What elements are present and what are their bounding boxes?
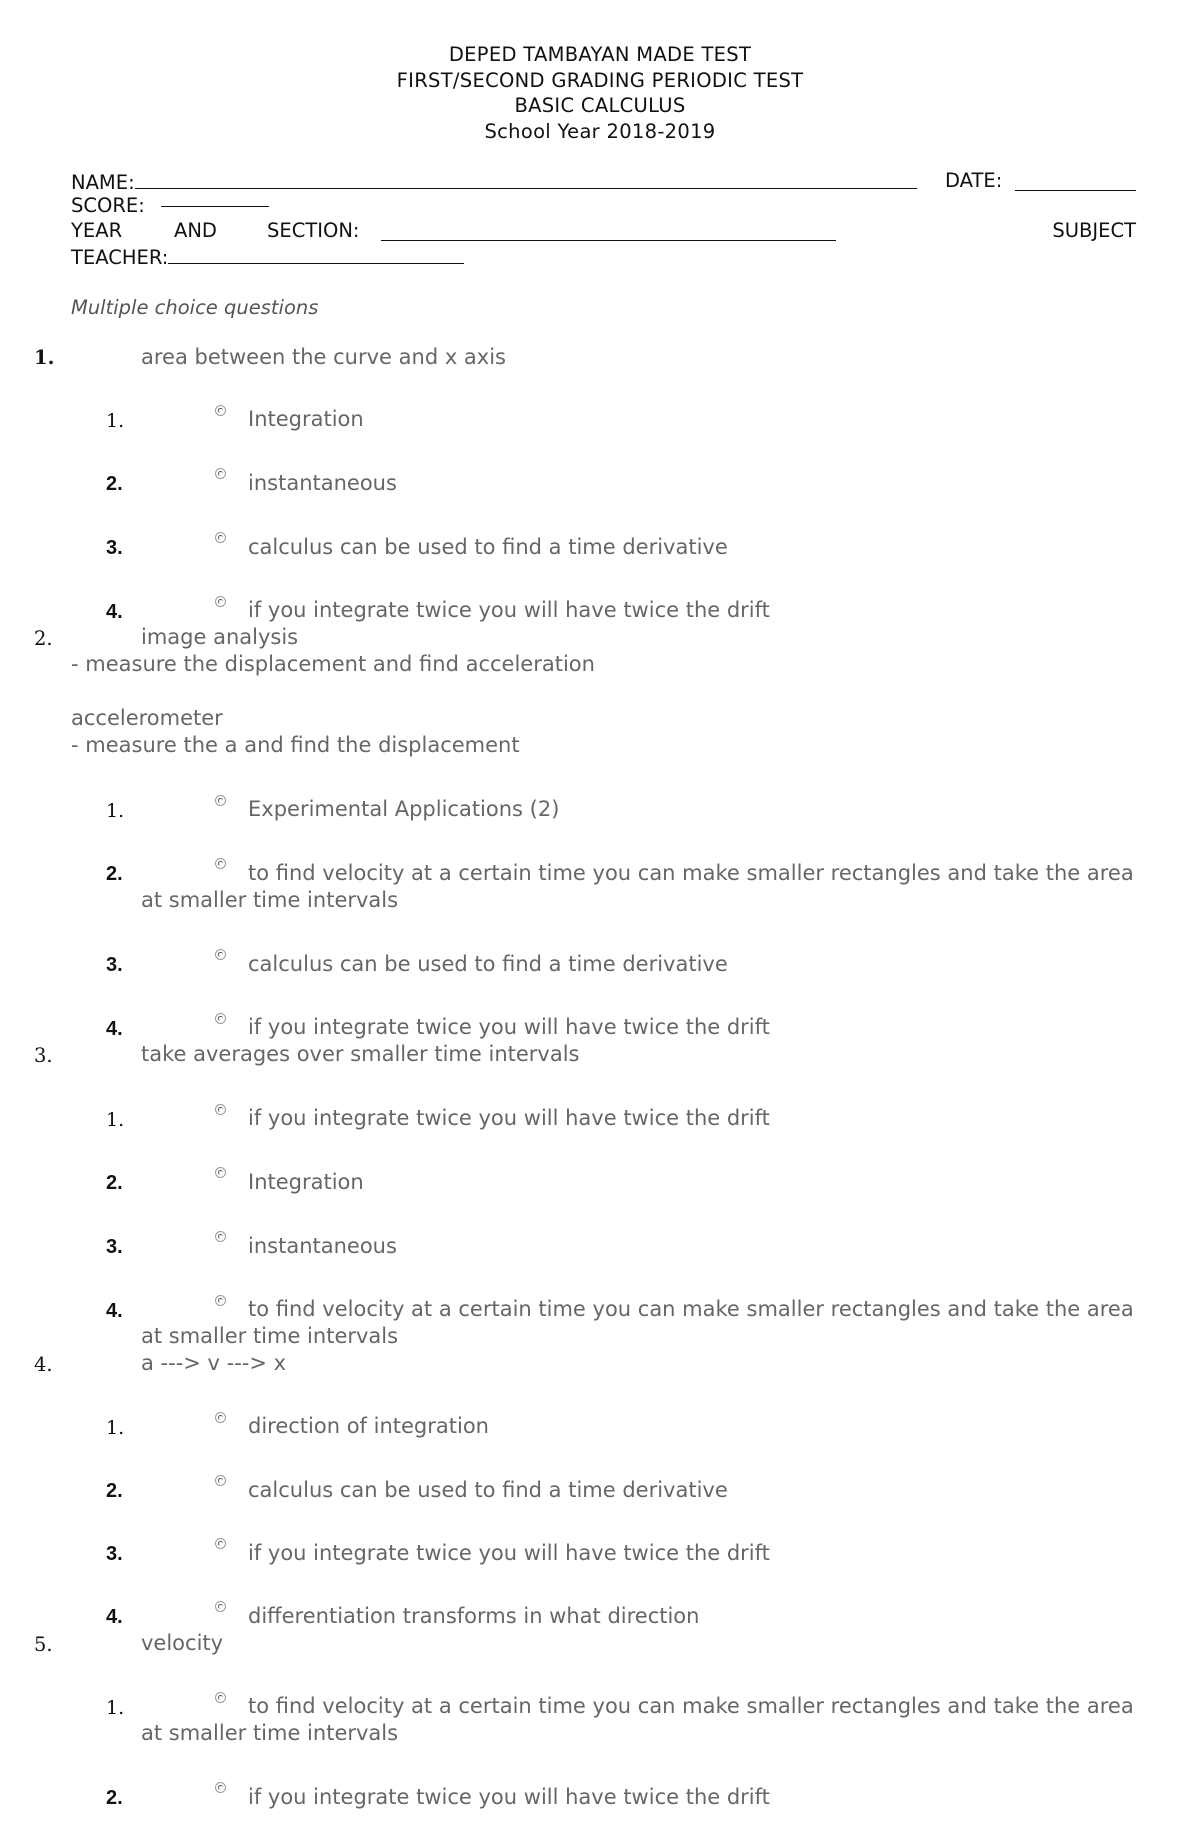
header-line-2: FIRST/SECOND GRADING PERIODIC TEST bbox=[396, 68, 804, 92]
option-text: if you integrate twice you will have twice the drift bbox=[248, 1015, 770, 1039]
option-text: Experimental Applications (2) bbox=[248, 797, 560, 821]
option-number: 4. bbox=[106, 1018, 123, 1040]
year-section-row bbox=[71, 218, 1136, 243]
radio-option-icon[interactable] bbox=[215, 468, 226, 479]
radio-option-icon[interactable] bbox=[215, 1104, 226, 1115]
year-label: YEAR bbox=[71, 219, 123, 242]
score-row bbox=[71, 193, 1136, 218]
radio-option-icon[interactable] bbox=[215, 1601, 226, 1612]
name-label: NAME: bbox=[71, 171, 135, 194]
option-number: 3. bbox=[106, 1236, 123, 1258]
student-info-fields bbox=[71, 168, 1136, 268]
radio-option-icon[interactable] bbox=[215, 1692, 226, 1703]
option-text-continued: at smaller time intervals bbox=[141, 1721, 399, 1745]
question-prompt: image analysis bbox=[141, 625, 299, 649]
header-line-1: DEPED TAMBAYAN MADE TEST bbox=[448, 43, 752, 66]
option-text: calculus can be used to find a time derivative bbox=[248, 535, 728, 559]
option-text: if you integrate twice you will have twice the drift bbox=[248, 598, 770, 622]
option-text: calculus can be used to find a time derivative bbox=[248, 1478, 728, 1502]
option-number: 4. bbox=[106, 1300, 123, 1322]
option-number: 4. bbox=[106, 601, 123, 623]
question-number: 2. bbox=[34, 627, 53, 650]
option-number: 2. bbox=[106, 1172, 123, 1194]
question-number: 3. bbox=[34, 1044, 53, 1067]
header-line-4: School Year 2018-2019 bbox=[484, 119, 716, 143]
radio-option-icon[interactable] bbox=[215, 1475, 226, 1486]
radio-option-icon[interactable] bbox=[215, 596, 226, 607]
option-text: if you integrate twice you will have twice the drift bbox=[248, 1106, 770, 1130]
question-prompt: velocity bbox=[141, 1631, 224, 1655]
section-field[interactable] bbox=[381, 220, 836, 241]
radio-option-icon[interactable] bbox=[215, 858, 226, 869]
teacher-label: TEACHER: bbox=[71, 246, 169, 269]
option-number: 4. bbox=[106, 1606, 123, 1628]
option-text: to find velocity at a certain time you can make smaller rectangles and take the area bbox=[248, 1297, 1134, 1321]
option-number: 2. bbox=[106, 863, 123, 885]
option-text: to find velocity at a certain time you can make smaller rectangles and take the area bbox=[248, 861, 1134, 885]
radio-option-icon[interactable] bbox=[215, 1013, 226, 1024]
header-line-3: BASIC CALCULUS bbox=[514, 94, 686, 117]
option-number: 2. bbox=[106, 1787, 123, 1809]
question-detail: - measure the displacement and find acceleration bbox=[71, 652, 595, 676]
question-number: 4. bbox=[34, 1353, 53, 1376]
option-text-continued: at smaller time intervals bbox=[141, 1324, 399, 1348]
option-text: calculus can be used to find a time derivative bbox=[248, 952, 728, 976]
radio-option-icon[interactable] bbox=[215, 1231, 226, 1242]
option-number: 2. bbox=[106, 1480, 123, 1502]
teacher-row bbox=[71, 243, 1136, 268]
option-text: direction of integration bbox=[248, 1414, 489, 1438]
option-text: differentiation transforms in what direction bbox=[248, 1604, 700, 1628]
option-text: to find velocity at a certain time you can make smaller rectangles and take the area bbox=[248, 1694, 1134, 1718]
question-number: 1. bbox=[34, 346, 55, 369]
score-label: SCORE: bbox=[71, 194, 145, 217]
option-number: 3. bbox=[106, 1543, 123, 1565]
question-detail: accelerometer bbox=[71, 706, 223, 730]
radio-option-icon[interactable] bbox=[215, 949, 226, 960]
radio-option-icon[interactable] bbox=[215, 795, 226, 806]
radio-option-icon[interactable] bbox=[215, 405, 226, 416]
radio-option-icon[interactable] bbox=[215, 1782, 226, 1793]
subject-label: SUBJECT bbox=[1052, 219, 1136, 242]
radio-option-icon[interactable] bbox=[215, 1167, 226, 1178]
question-number: 5. bbox=[34, 1633, 53, 1656]
option-text: instantaneous bbox=[248, 471, 397, 495]
option-text-continued: at smaller time intervals bbox=[141, 888, 399, 912]
option-number: 1. bbox=[106, 800, 125, 822]
radio-option-icon[interactable] bbox=[215, 1538, 226, 1549]
radio-option-icon[interactable] bbox=[215, 532, 226, 543]
option-text: instantaneous bbox=[248, 1234, 397, 1258]
option-number: 3. bbox=[106, 954, 123, 976]
option-number: 2. bbox=[106, 473, 123, 495]
option-number: 3. bbox=[106, 537, 123, 559]
option-number: 1. bbox=[106, 1417, 125, 1439]
question-prompt: area between the curve and x axis bbox=[141, 345, 506, 369]
option-number: 1. bbox=[106, 1109, 125, 1131]
option-text: if you integrate twice you will have twice the drift bbox=[248, 1785, 770, 1809]
question-prompt: a ---> v ---> x bbox=[141, 1351, 287, 1375]
instructions: Multiple choice questions bbox=[71, 296, 319, 319]
teacher-field[interactable] bbox=[168, 243, 464, 264]
date-label: DATE: bbox=[945, 169, 1003, 192]
section-label: SECTION: bbox=[267, 219, 360, 242]
option-text: if you integrate twice you will have twice the drift bbox=[248, 1541, 770, 1565]
question-detail: - measure the a and find the displacement bbox=[71, 733, 520, 757]
option-text: Integration bbox=[248, 1170, 364, 1194]
date-field[interactable] bbox=[1015, 170, 1136, 191]
option-number: 1. bbox=[106, 1697, 125, 1719]
question-prompt: take averages over smaller time intervals bbox=[141, 1042, 580, 1066]
option-text: Integration bbox=[248, 407, 364, 431]
radio-option-icon[interactable] bbox=[215, 1412, 226, 1423]
radio-option-icon[interactable] bbox=[215, 1295, 226, 1306]
and-label: AND bbox=[174, 219, 217, 242]
option-number: 1. bbox=[106, 410, 125, 432]
document-header bbox=[0, 42, 1200, 144]
score-field[interactable] bbox=[161, 186, 269, 207]
